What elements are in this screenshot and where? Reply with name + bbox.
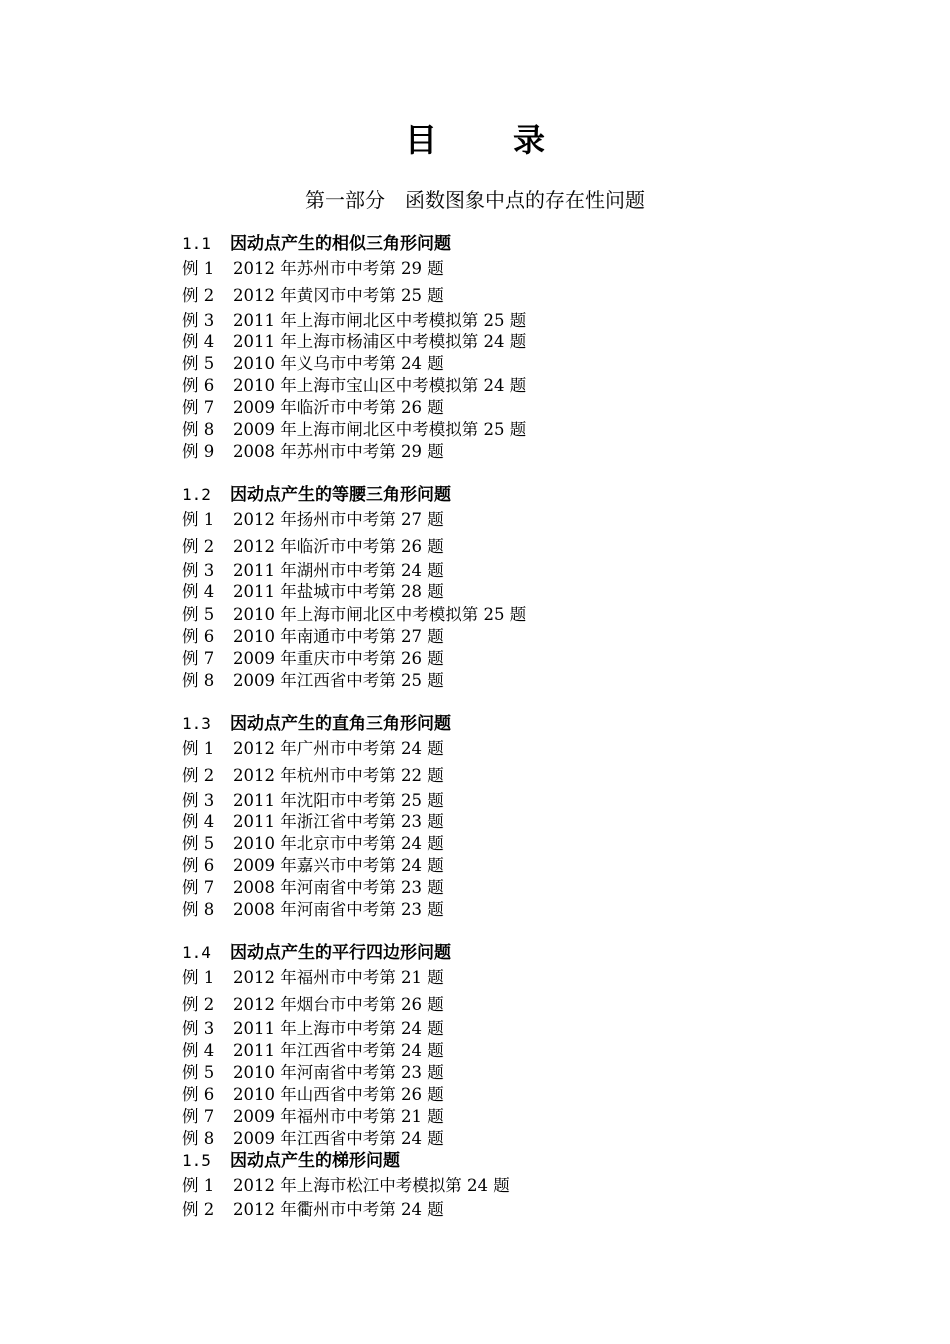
toc-entry[interactable] xyxy=(182,1199,444,1221)
section-title: 因动点产生的梯形问题 xyxy=(230,1151,400,1171)
entry-text: 2010 年河南省中考第 23 题 xyxy=(233,1063,444,1082)
section-number: 1.5 xyxy=(182,1151,211,1170)
entry-label: 例 5 xyxy=(182,605,215,624)
toc-entry[interactable] xyxy=(182,1128,444,1150)
entry-label: 例 4 xyxy=(182,332,215,351)
entry-text: 2008 年河南省中考第 23 题 xyxy=(233,900,444,919)
entry-text: 2011 年上海市中考第 24 题 xyxy=(233,1019,444,1038)
entry-label: 例 2 xyxy=(182,537,215,556)
toc-entry[interactable] xyxy=(182,967,444,989)
toc-entry[interactable] xyxy=(182,1062,444,1084)
section-number: 1.4 xyxy=(182,943,211,962)
section-heading xyxy=(182,1150,400,1172)
entry-label: 例 5 xyxy=(182,354,215,373)
entry-label: 例 7 xyxy=(182,1107,215,1126)
entry-label: 例 3 xyxy=(182,791,215,810)
toc-entry[interactable] xyxy=(182,331,526,353)
entry-label: 例 7 xyxy=(182,649,215,668)
entry-label: 例 8 xyxy=(182,420,215,439)
toc-entry[interactable] xyxy=(182,626,444,648)
entry-text: 2010 年上海市闸北区中考模拟第 25 题 xyxy=(233,605,527,624)
toc-entry[interactable] xyxy=(182,310,526,332)
entry-label: 例 8 xyxy=(182,671,215,690)
entry-label: 例 1 xyxy=(182,968,215,987)
toc-entry[interactable] xyxy=(182,670,444,692)
entry-text: 2011 年沈阳市中考第 25 题 xyxy=(233,791,444,810)
toc-entry[interactable] xyxy=(182,509,444,531)
entry-text: 2011 年盐城市中考第 28 题 xyxy=(233,582,444,601)
section-title: 因动点产生的相似三角形问题 xyxy=(230,234,451,254)
toc-entry[interactable] xyxy=(182,1018,444,1040)
entry-text: 2012 年杭州市中考第 22 题 xyxy=(233,766,444,785)
entry-label: 例 1 xyxy=(182,259,215,278)
entry-label: 例 2 xyxy=(182,286,215,305)
toc-entry[interactable] xyxy=(182,353,444,375)
entry-label: 例 6 xyxy=(182,627,215,646)
entry-text: 2011 年上海市杨浦区中考模拟第 24 题 xyxy=(233,332,527,351)
section-number: 1.1 xyxy=(182,234,211,253)
section-heading xyxy=(182,233,451,255)
section-heading xyxy=(182,484,451,506)
entry-label: 例 6 xyxy=(182,1085,215,1104)
entry-text: 2011 年浙江省中考第 23 题 xyxy=(233,812,444,831)
entry-text: 2012 年烟台市中考第 26 题 xyxy=(233,995,444,1014)
entry-label: 例 1 xyxy=(182,739,215,758)
entry-label: 例 5 xyxy=(182,1063,215,1082)
toc-entry[interactable] xyxy=(182,604,526,626)
toc-entry[interactable] xyxy=(182,536,444,558)
entry-label: 例 3 xyxy=(182,311,215,330)
toc-entry[interactable] xyxy=(182,1106,444,1128)
toc-entry[interactable] xyxy=(182,855,444,877)
toc-entry[interactable] xyxy=(182,560,444,582)
entry-label: 例 6 xyxy=(182,856,215,875)
toc-entry[interactable] xyxy=(182,648,444,670)
entry-text: 2012 年临沂市中考第 26 题 xyxy=(233,537,444,556)
toc-entry[interactable] xyxy=(182,877,444,899)
section-number: 1.3 xyxy=(182,714,211,733)
entry-text: 2008 年河南省中考第 23 题 xyxy=(233,878,444,897)
entry-text: 2010 年义乌市中考第 24 题 xyxy=(233,354,444,373)
section-title: 因动点产生的直角三角形问题 xyxy=(230,714,451,734)
entry-text: 2011 年上海市闸北区中考模拟第 25 题 xyxy=(233,311,527,330)
entry-label: 例 2 xyxy=(182,1200,215,1219)
entry-label: 例 8 xyxy=(182,1129,215,1148)
toc-entry[interactable] xyxy=(182,833,444,855)
entry-text: 2008 年苏州市中考第 29 题 xyxy=(233,442,444,461)
section-title: 因动点产生的等腰三角形问题 xyxy=(230,485,451,505)
entry-text: 2009 年江西省中考第 25 题 xyxy=(233,671,444,690)
section-heading xyxy=(182,713,451,735)
entry-text: 2012 年福州市中考第 21 题 xyxy=(233,968,444,987)
entry-label: 例 7 xyxy=(182,878,215,897)
entry-label: 例 7 xyxy=(182,398,215,417)
toc-entry[interactable] xyxy=(182,1040,444,1062)
toc-entry[interactable] xyxy=(182,258,444,280)
toc-entry[interactable] xyxy=(182,397,444,419)
entry-label: 例 2 xyxy=(182,995,215,1014)
entry-label: 例 8 xyxy=(182,900,215,919)
toc-entry[interactable] xyxy=(182,738,444,760)
toc-entry[interactable] xyxy=(182,811,444,833)
entry-text: 2011 年湖州市中考第 24 题 xyxy=(233,561,444,580)
part-title: 第一部分 函数图象中点的存在性问题 xyxy=(305,188,645,212)
toc-entry[interactable] xyxy=(182,790,444,812)
entry-text: 2011 年江西省中考第 24 题 xyxy=(233,1041,444,1060)
toc-entry[interactable] xyxy=(182,581,444,603)
entry-label: 例 4 xyxy=(182,582,215,601)
entry-label: 例 3 xyxy=(182,561,215,580)
entry-label: 例 9 xyxy=(182,442,215,461)
entry-label: 例 1 xyxy=(182,1176,215,1195)
entry-text: 2009 年福州市中考第 21 题 xyxy=(233,1107,444,1126)
entry-label: 例 2 xyxy=(182,766,215,785)
toc-entry[interactable] xyxy=(182,1084,444,1106)
entry-text: 2012 年苏州市中考第 29 题 xyxy=(233,259,444,278)
entry-text: 2009 年临沂市中考第 26 题 xyxy=(233,398,444,417)
entry-label: 例 3 xyxy=(182,1019,215,1038)
entry-text: 2009 年嘉兴市中考第 24 题 xyxy=(233,856,444,875)
entry-text: 2009 年重庆市中考第 26 题 xyxy=(233,649,444,668)
entry-text: 2010 年山西省中考第 26 题 xyxy=(233,1085,444,1104)
entry-text: 2009 年江西省中考第 24 题 xyxy=(233,1129,444,1148)
entry-label: 例 6 xyxy=(182,376,215,395)
toc-entry[interactable] xyxy=(182,1175,510,1197)
toc-entry[interactable] xyxy=(182,899,444,921)
entry-label: 例 1 xyxy=(182,510,215,529)
toc-entry[interactable] xyxy=(182,441,444,463)
entry-text: 2012 年扬州市中考第 27 题 xyxy=(233,510,444,529)
entry-label: 例 4 xyxy=(182,1041,215,1060)
toc-entry[interactable] xyxy=(182,285,444,307)
entry-text: 2012 年广州市中考第 24 题 xyxy=(233,739,444,758)
section-heading xyxy=(182,942,451,964)
toc-entry[interactable] xyxy=(182,765,444,787)
entry-text: 2010 年上海市宝山区中考模拟第 24 题 xyxy=(233,376,527,395)
section-number: 1.2 xyxy=(182,485,211,504)
entry-label: 例 4 xyxy=(182,812,215,831)
entry-text: 2009 年上海市闸北区中考模拟第 25 题 xyxy=(233,420,527,439)
section-title: 因动点产生的平行四边形问题 xyxy=(230,943,451,963)
entry-text: 2010 年南通市中考第 27 题 xyxy=(233,627,444,646)
entry-label: 例 5 xyxy=(182,834,215,853)
page-title: 目 录 xyxy=(404,121,567,159)
toc-entry[interactable] xyxy=(182,419,526,441)
toc-entry[interactable] xyxy=(182,375,526,397)
entry-text: 2012 年黄冈市中考第 25 题 xyxy=(233,286,444,305)
entry-text: 2012 年衢州市中考第 24 题 xyxy=(233,1200,444,1219)
toc-entry[interactable] xyxy=(182,994,444,1016)
entry-text: 2012 年上海市松江中考模拟第 24 题 xyxy=(233,1176,510,1195)
entry-text: 2010 年北京市中考第 24 题 xyxy=(233,834,444,853)
